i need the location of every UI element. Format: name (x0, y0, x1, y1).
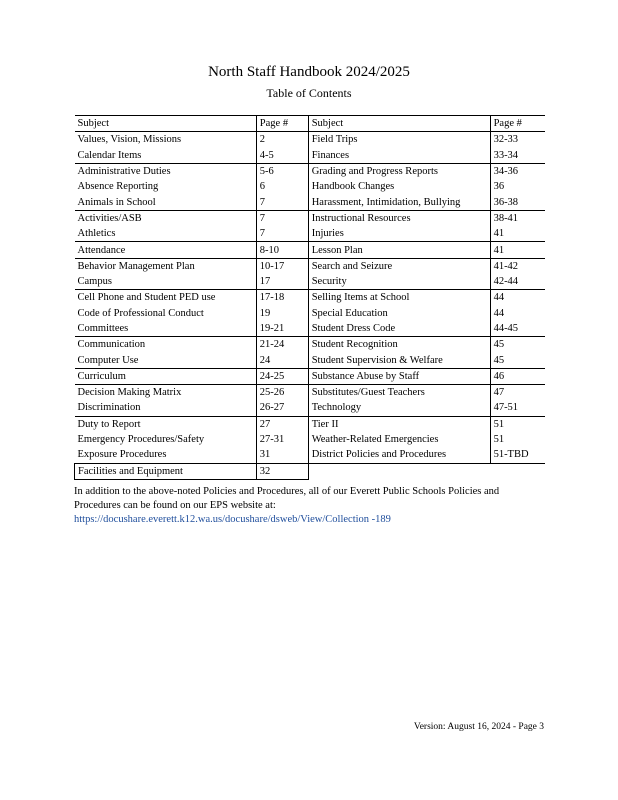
toc-cell-page-right: 33-34 (490, 148, 545, 164)
toc-cell-subject-left: Animals in School (75, 194, 257, 210)
toc-table (74, 115, 545, 480)
table-row (75, 321, 546, 337)
toc-cell-subject-right: Instructional Resources (308, 210, 490, 226)
toc-cell-subject-left: Values, Vision, Missions (75, 132, 257, 148)
toc-cell-page-right: 51 (493, 434, 505, 446)
toc-cell-subject-right: Lesson Plan (308, 242, 490, 258)
toc-cell-subject-right: Field Trips (308, 132, 490, 148)
toc-cell-subject-right: Substitutes/Guest Teachers (308, 385, 490, 401)
toc-cell-subject-right: Technology (308, 400, 490, 416)
header-subject-left: Subject (75, 116, 257, 132)
toc-cell-page-right: 51 (490, 416, 545, 432)
toc-cell-page-left: 26-27 (256, 400, 308, 416)
table-row (75, 163, 546, 179)
toc-cell-page-left: 17-18 (256, 290, 308, 306)
table-row (75, 385, 546, 401)
toc-cell-subject-left: Discrimination (75, 400, 257, 416)
toc-cell-page-right: 47-51 (490, 400, 545, 416)
table-row (75, 226, 546, 242)
toc-cell-page-left: 21-24 (256, 337, 308, 353)
toc-cell-subject-left: Athletics (75, 226, 257, 242)
table-row (75, 290, 546, 306)
toc-cell-subject-left: Code of Professional Conduct (75, 306, 257, 321)
toc-cell-subject-right: Student Recognition (308, 337, 490, 353)
toc-cell-page-right: 45 (490, 337, 545, 353)
toc-cell-page-left: 4-5 (256, 148, 308, 164)
table-of-contents (74, 115, 545, 480)
toc-cell-page-right: 44-45 (490, 321, 545, 337)
toc-cell-subject-left: Emergency Procedures/Safety (75, 432, 257, 447)
toc-cell-subject-right: Student Dress Code (308, 321, 490, 337)
table-row (75, 210, 546, 226)
toc-cell-subject-right: Tier II (308, 416, 490, 432)
toc-cell-page-right: 32-33 (493, 134, 519, 146)
toc-cell-page-right (490, 463, 545, 479)
toc-cell-subject-left: Communication (75, 337, 257, 353)
toc-cell-subject-right: Finances (308, 148, 490, 164)
toc-cell-subject-left: Behavior Management Plan (75, 258, 257, 274)
table-row (75, 463, 546, 479)
toc-cell-page-right: 51-TBD (490, 447, 545, 463)
toc-cell-subject-right: Injuries (308, 226, 490, 242)
header-page-left: Page # (256, 116, 308, 132)
toc-cell-subject-right: Student Supervision & Welfare (308, 352, 490, 368)
toc-cell-page-left: 27 (256, 416, 308, 432)
toc-cell-subject-right: Handbook Changes (308, 179, 490, 194)
toc-cell-page-left: 19 (256, 306, 308, 321)
table-row (75, 352, 546, 368)
table-row (75, 337, 546, 353)
toc-subtitle: Table of Contents (266, 86, 352, 100)
policies-note-text: In addition to the above-noted Policies and Procedures, all of our Everett Public Schools Policies and Procedures can be found on our EPS website at: (74, 486, 500, 511)
toc-cell-page-right: 41 (490, 226, 545, 242)
docushare-link[interactable]: https://docushare.everett.k12.wa.us/docushare/dsweb/View/Collection -189 (74, 514, 391, 525)
toc-cell-subject-right (308, 463, 490, 479)
toc-cell-subject-left: Activities/ASB (75, 210, 257, 226)
toc-cell-page-left: 6 (256, 179, 308, 194)
table-row (75, 400, 546, 416)
toc-cell-subject-left: Campus (75, 274, 257, 290)
toc-cell-subject-left: Decision Making Matrix (75, 385, 257, 401)
version-footer: Version: August 16, 2024 - Page 3 (413, 722, 544, 732)
toc-cell-subject-left: Cell Phone and Student PED use (75, 290, 257, 306)
toc-cell-page-left: 10-17 (256, 258, 308, 274)
toc-cell-page-right: 38-41 (490, 210, 545, 226)
toc-cell-subject-left: Exposure Procedures (75, 447, 257, 463)
toc-cell-subject-left: Duty to Report (75, 416, 257, 432)
toc-cell-page-left: 7 (256, 194, 308, 210)
toc-cell-page-right: 36-38 (490, 194, 545, 210)
table-row (75, 148, 546, 164)
toc-cell-page-right: 47 (490, 385, 545, 401)
handbook-title: North Staff Handbook 2024/2025 (208, 64, 410, 80)
toc-cell-subject-right: Harassment, Intimidation, Bullying (308, 194, 490, 210)
table-row (75, 242, 546, 258)
toc-cell-page-right: 36 (493, 181, 505, 193)
toc-cell-subject-left: Facilities and Equipment (75, 463, 257, 479)
toc-cell-subject-right: Search and Seizure (308, 258, 490, 274)
table-row (75, 179, 546, 194)
toc-cell-page-left: 24-25 (256, 368, 308, 384)
table-row (75, 258, 546, 274)
toc-header-row (75, 116, 546, 132)
toc-cell-page-left: 7 (256, 226, 308, 242)
header-page-right: Page # (490, 116, 545, 132)
toc-cell-page-right: 42-44 (490, 274, 545, 290)
table-row (75, 132, 546, 148)
toc-cell-subject-left: Calendar Items (75, 148, 257, 164)
toc-cell-page-right: 41 (490, 242, 545, 258)
toc-cell-page-left: 25-26 (256, 385, 308, 401)
toc-cell-page-left: 24 (256, 352, 308, 368)
table-row (75, 306, 546, 321)
toc-cell-subject-left: Attendance (75, 242, 257, 258)
toc-cell-page-right: 41-42 (490, 258, 545, 274)
table-row (75, 194, 546, 210)
header-subject-right: Subject (308, 116, 490, 132)
toc-cell-subject-left: Committees (75, 321, 257, 337)
toc-cell-page-left: 31 (256, 447, 308, 463)
toc-cell-subject-right: Substance Abuse by Staff (308, 368, 490, 384)
table-row (75, 432, 546, 447)
table-row (75, 274, 546, 290)
toc-cell-page-right: 45 (490, 352, 545, 368)
toc-cell-page-right: 44 (493, 307, 505, 319)
toc-cell-subject-right: Grading and Progress Reports (308, 163, 490, 179)
toc-cell-subject-left: Absence Reporting (75, 179, 257, 194)
toc-cell-page-left: 32 (256, 463, 308, 479)
toc-cell-page-left: 17 (256, 274, 308, 290)
toc-cell-page-left: 19-21 (256, 321, 308, 337)
toc-cell-page-right: 44 (490, 290, 545, 306)
table-row (75, 447, 546, 463)
toc-cell-subject-left: Computer Use (75, 352, 257, 368)
toc-cell-page-right: 46 (490, 368, 545, 384)
toc-cell-page-left: 8-10 (256, 242, 308, 258)
toc-cell-page-left: 5-6 (256, 163, 308, 179)
toc-cell-page-left: 2 (256, 132, 308, 148)
toc-cell-subject-left: Curriculum (75, 368, 257, 384)
policies-note (74, 485, 544, 527)
table-row (75, 416, 546, 432)
toc-cell-subject-right: Selling Items at School (308, 290, 490, 306)
toc-cell-subject-right: District Policies and Procedures (308, 447, 490, 463)
toc-cell-subject-right: Security (308, 274, 490, 290)
toc-cell-page-left: 7 (256, 210, 308, 226)
toc-cell-subject-right: Weather-Related Emergencies (308, 432, 490, 447)
toc-cell-page-right: 34-36 (490, 163, 545, 179)
toc-cell-page-left: 27-31 (256, 432, 308, 447)
toc-cell-subject-right: Special Education (308, 306, 490, 321)
table-row (75, 368, 546, 384)
toc-cell-subject-left: Administrative Duties (75, 163, 257, 179)
